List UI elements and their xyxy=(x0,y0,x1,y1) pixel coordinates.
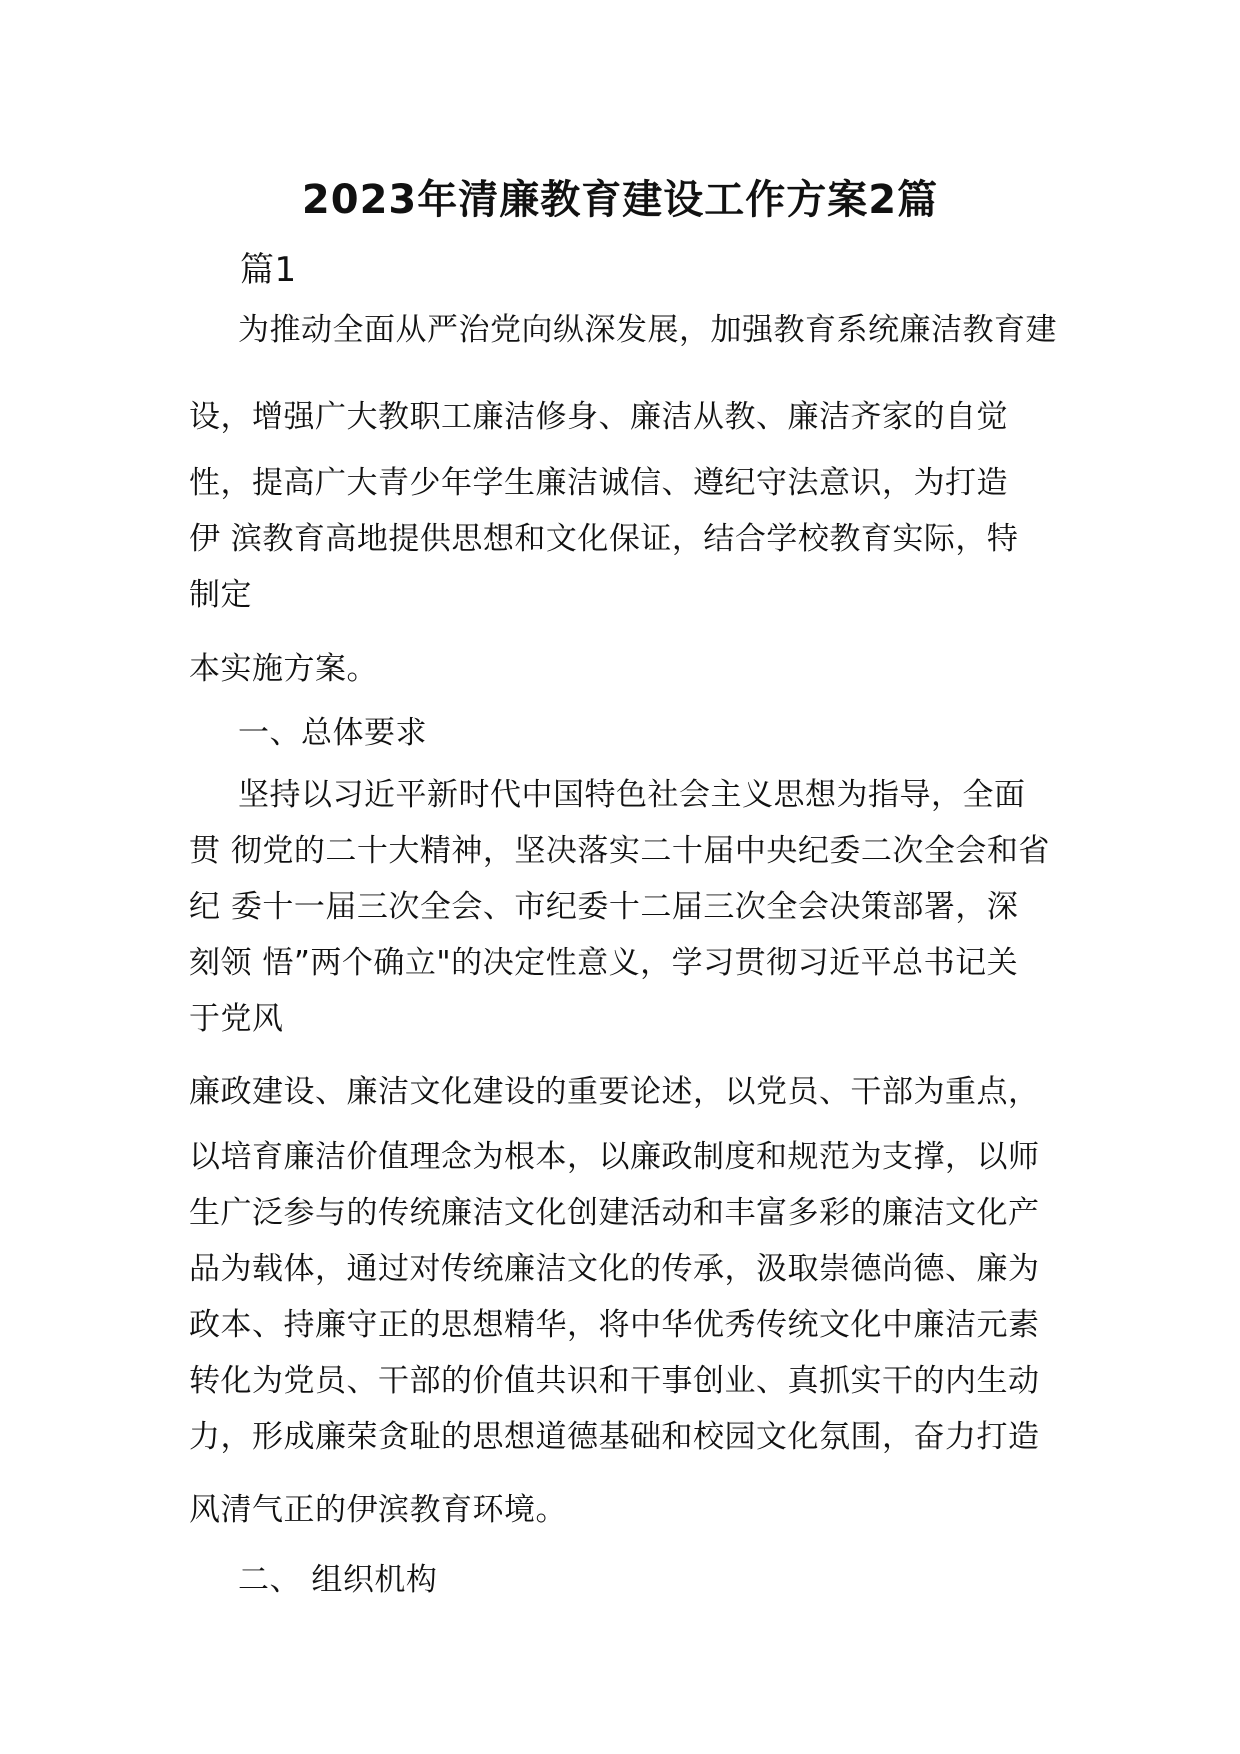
paragraph-line: 力，形成廉荣贪耻的思想道德基础和校园文化氛围，奋力打造 xyxy=(189,1419,1040,1455)
paragraph-line: 制定 xyxy=(189,577,252,613)
paragraph-line: 政本、持廉守正的思想精华，将中华优秀传统文化中廉洁元素 xyxy=(189,1307,1040,1343)
paragraph-line: 伊 滨教育高地提供思想和文化保证，结合学校教育实际，特 xyxy=(189,521,1019,557)
paragraph-line: 为推动全面从严治党向纵深发展，加强教育系统廉洁教育建 xyxy=(238,312,1057,348)
paragraph-line: 于党风 xyxy=(189,1001,284,1037)
part-label: 篇1 xyxy=(240,250,297,290)
paragraph-line: 刻领 悟”两个确立"的决定性意义，学习贯彻习近平总书记关 xyxy=(189,945,1019,981)
paragraph-line: 廉政建设、廉洁文化建设的重要论述，以党员、干部为重点， xyxy=(189,1074,1040,1110)
paragraph-line: 性，提高广大青少年学生廉洁诚信、遵纪守法意识，为打造 xyxy=(189,465,1008,501)
paragraph-line: 以培育廉洁价值理念为根本，以廉政制度和规范为支撑，以师 xyxy=(189,1139,1040,1175)
paragraph-line: 本实施方案。 xyxy=(189,651,378,687)
section-heading: 一、总体要求 xyxy=(238,715,427,751)
paragraph-line: 品为载体，通过对传统廉洁文化的传承，汲取崇德尚德、廉为 xyxy=(189,1251,1040,1287)
paragraph-line: 坚持以习近平新时代中国特色社会主义思想为指导，全面 xyxy=(238,777,1026,813)
paragraph-line: 贯 彻党的二十大精神，坚决落实二十届中央纪委二次全会和省 xyxy=(189,833,1050,869)
section-heading: 二、 组织机构 xyxy=(238,1562,438,1598)
paragraph-line: 转化为党员、干部的价值共识和干事创业、真抓实干的内生动 xyxy=(189,1363,1040,1399)
paragraph-line: 生广泛参与的传统廉洁文化创建活动和丰富多彩的廉洁文化产 xyxy=(189,1195,1040,1231)
document-title: 2023年清廉教育建设工作方案2篇 xyxy=(301,177,939,223)
paragraph-line: 纪 委十一届三次全会、市纪委十二届三次全会决策部署，深 xyxy=(189,889,1019,925)
paragraph-line: 设，增强广大教职工廉洁修身、廉洁从教、廉洁齐家的自觉 xyxy=(189,399,1008,435)
paragraph-line: 风清气正的伊滨教育环境。 xyxy=(189,1492,567,1528)
